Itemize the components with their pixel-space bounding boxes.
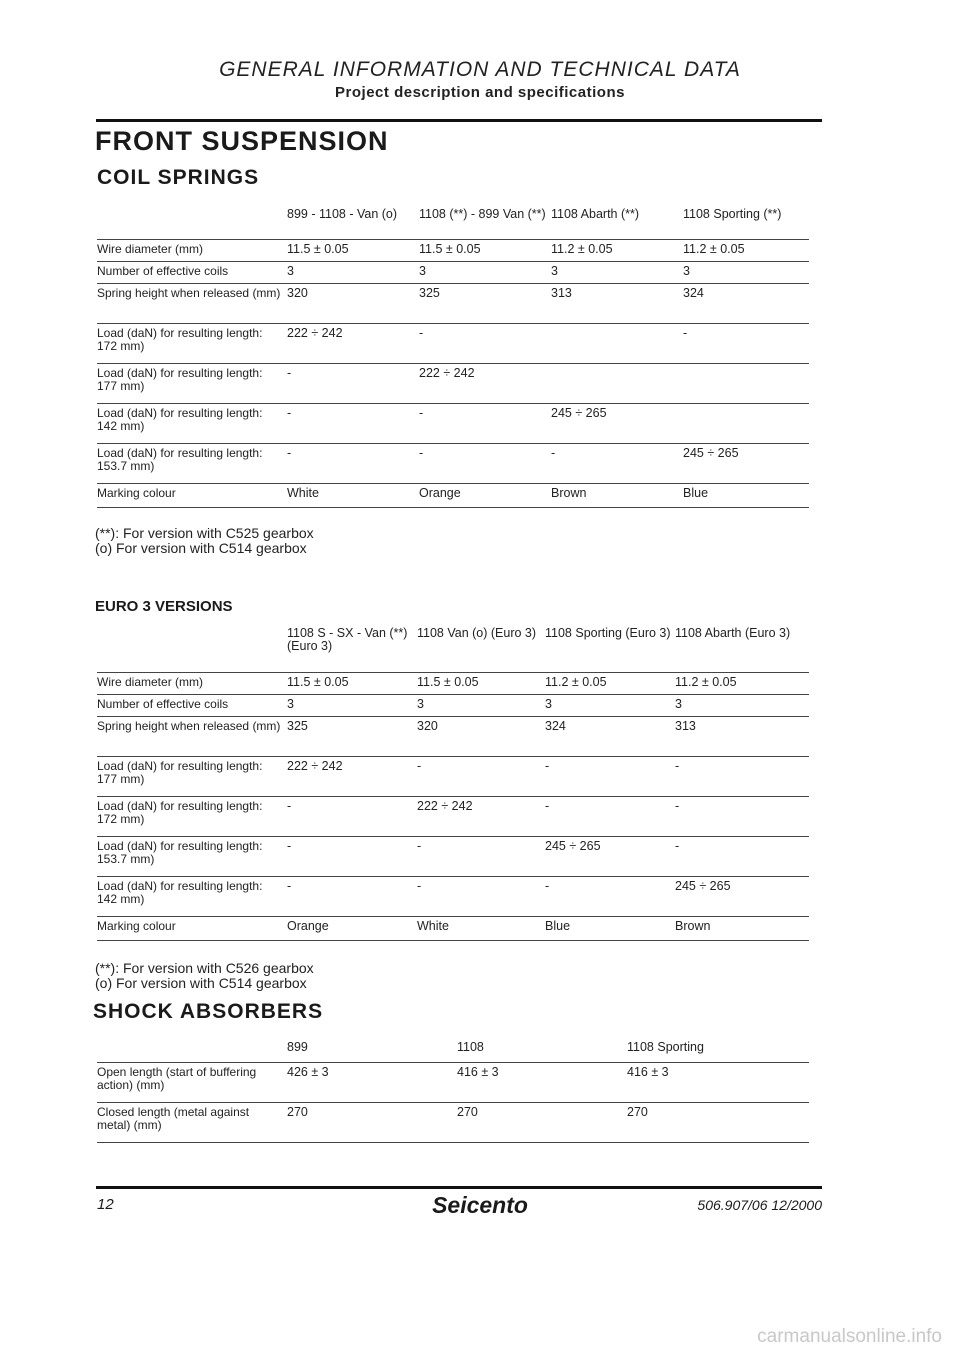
cell: 270 bbox=[457, 1102, 627, 1142]
cell: 222 ÷ 242 bbox=[419, 363, 551, 403]
table-row bbox=[97, 876, 809, 916]
cell bbox=[683, 363, 809, 403]
cell: - bbox=[417, 836, 545, 876]
row-label: Wire diameter (mm) bbox=[97, 239, 287, 261]
cell: 11.5 ± 0.05 bbox=[287, 239, 419, 261]
cell: - bbox=[551, 443, 683, 483]
column-header: 1108 Sporting bbox=[627, 1040, 704, 1054]
cell: - bbox=[545, 796, 675, 836]
cell: - bbox=[419, 323, 551, 363]
row-label: Load (daN) for resulting length: 153.7 mm) bbox=[97, 443, 287, 483]
column-header: 1108 Abarth (Euro 3) bbox=[675, 626, 791, 640]
table-row bbox=[97, 672, 809, 694]
cell: - bbox=[287, 403, 419, 443]
row-label: Load (daN) for resulting length: 142 mm) bbox=[97, 876, 287, 916]
table-row bbox=[97, 716, 809, 756]
cell: 325 bbox=[287, 716, 417, 756]
cell: 270 bbox=[287, 1102, 457, 1142]
footnote: (o) For version with C514 gearbox bbox=[95, 975, 307, 991]
row-label: Load (daN) for resulting length: 172 mm) bbox=[97, 796, 287, 836]
cell: 11.5 ± 0.05 bbox=[287, 672, 417, 694]
document-reference: 506.907/06 12/2000 bbox=[697, 1197, 822, 1213]
cell: Brown bbox=[675, 916, 809, 940]
cell: 11.5 ± 0.05 bbox=[417, 672, 545, 694]
table-row bbox=[97, 443, 809, 483]
row-label: Number of effective coils bbox=[97, 261, 287, 283]
table-row bbox=[97, 836, 809, 876]
row-label: Closed length (metal against metal) (mm) bbox=[97, 1102, 287, 1142]
cell: - bbox=[287, 876, 417, 916]
page-number: 12 bbox=[97, 1196, 114, 1213]
cell: 313 bbox=[551, 283, 683, 323]
cell: 3 bbox=[417, 694, 545, 716]
cell: White bbox=[287, 483, 419, 507]
row-label: Number of effective coils bbox=[97, 694, 287, 716]
table-header-row bbox=[97, 624, 809, 672]
table-row bbox=[97, 363, 809, 403]
table-row bbox=[97, 283, 809, 323]
cell: 245 ÷ 265 bbox=[545, 836, 675, 876]
cell: - bbox=[417, 756, 545, 796]
cell: 222 ÷ 242 bbox=[287, 756, 417, 796]
row-label: Load (daN) for resulting length: 172 mm) bbox=[97, 323, 287, 363]
footnote: (**): For version with C525 gearbox bbox=[95, 525, 314, 541]
cell: 245 ÷ 265 bbox=[551, 403, 683, 443]
cell: 11.2 ± 0.05 bbox=[545, 672, 675, 694]
header-rule bbox=[96, 119, 822, 122]
cell: 416 ± 3 bbox=[627, 1062, 809, 1102]
cell: 270 bbox=[627, 1102, 809, 1142]
cell: 324 bbox=[683, 283, 809, 323]
cell: 426 ± 3 bbox=[287, 1062, 457, 1102]
cell: 313 bbox=[675, 716, 809, 756]
column-header: 1108 Abarth (**) bbox=[551, 207, 640, 221]
cell: 11.2 ± 0.05 bbox=[675, 672, 809, 694]
cell: - bbox=[545, 876, 675, 916]
table-row bbox=[97, 261, 809, 283]
footnote: (**): For version with C526 gearbox bbox=[95, 960, 314, 976]
table-row bbox=[97, 403, 809, 443]
cell: 222 ÷ 242 bbox=[287, 323, 419, 363]
cell: 3 bbox=[683, 261, 809, 283]
cell: - bbox=[683, 323, 809, 363]
row-label: Open length (start of buffering action) (mm) bbox=[97, 1062, 287, 1102]
cell: Orange bbox=[287, 916, 417, 940]
table-row bbox=[97, 796, 809, 836]
page-header-subtitle: Project description and specifications bbox=[335, 84, 625, 101]
column-header: 899 bbox=[287, 1040, 308, 1054]
cell: Orange bbox=[419, 483, 551, 507]
cell: - bbox=[287, 796, 417, 836]
cell bbox=[551, 323, 683, 363]
cell: 324 bbox=[545, 716, 675, 756]
row-label: Load (daN) for resulting length: 142 mm) bbox=[97, 403, 287, 443]
shock-absorbers-heading: SHOCK ABSORBERS bbox=[93, 1000, 324, 1023]
column-header: 1108 S - SX - Van (**) (Euro 3) bbox=[287, 626, 408, 653]
row-label: Load (daN) for resulting length: 177 mm) bbox=[97, 756, 287, 796]
row-label: Spring height when released (mm) bbox=[97, 716, 287, 756]
cell: 325 bbox=[419, 283, 551, 323]
footer-rule bbox=[96, 1186, 822, 1189]
cell: 222 ÷ 242 bbox=[417, 796, 545, 836]
cell: - bbox=[417, 876, 545, 916]
cell bbox=[683, 403, 809, 443]
cell: 3 bbox=[419, 261, 551, 283]
row-label: Marking colour bbox=[97, 916, 287, 940]
cell: 3 bbox=[545, 694, 675, 716]
euro3-heading: EURO 3 VERSIONS bbox=[95, 598, 233, 615]
coil-springs-table bbox=[97, 205, 809, 508]
row-label: Wire diameter (mm) bbox=[97, 672, 287, 694]
row-label: Load (daN) for resulting length: 153.7 mm) bbox=[97, 836, 287, 876]
table-row bbox=[97, 323, 809, 363]
cell: 3 bbox=[551, 261, 683, 283]
cell: 3 bbox=[287, 261, 419, 283]
table-row bbox=[97, 1062, 809, 1102]
row-label: Spring height when released (mm) bbox=[97, 283, 287, 323]
cell: 416 ± 3 bbox=[457, 1062, 627, 1102]
cell: - bbox=[675, 756, 809, 796]
cell: 11.2 ± 0.05 bbox=[551, 239, 683, 261]
cell: 11.5 ± 0.05 bbox=[419, 239, 551, 261]
table-row bbox=[97, 916, 809, 940]
table-row bbox=[97, 239, 809, 261]
row-label: Load (daN) for resulting length: 177 mm) bbox=[97, 363, 287, 403]
cell: 320 bbox=[287, 283, 419, 323]
cell: - bbox=[419, 403, 551, 443]
cell: White bbox=[417, 916, 545, 940]
column-header: 1108 (**) - 899 Van (**) bbox=[419, 207, 546, 221]
cell: - bbox=[675, 796, 809, 836]
column-header: 1108 Van (o) (Euro 3) bbox=[417, 626, 537, 640]
column-header: 1108 Sporting (Euro 3) bbox=[545, 626, 671, 640]
euro3-table bbox=[97, 624, 809, 941]
shock-absorbers-table bbox=[97, 1038, 809, 1143]
cell: 245 ÷ 265 bbox=[683, 443, 809, 483]
cell: Blue bbox=[545, 916, 675, 940]
cell: - bbox=[419, 443, 551, 483]
cell: 3 bbox=[675, 694, 809, 716]
table-header-row bbox=[97, 1038, 809, 1062]
cell: - bbox=[287, 836, 417, 876]
column-header: 1108 bbox=[457, 1040, 484, 1054]
cell: Blue bbox=[683, 483, 809, 507]
cell: - bbox=[675, 836, 809, 876]
table-row bbox=[97, 694, 809, 716]
column-header: 1108 Sporting (**) bbox=[683, 207, 782, 221]
table-header-row bbox=[97, 205, 809, 239]
cell: - bbox=[287, 363, 419, 403]
table-row bbox=[97, 756, 809, 796]
cell: Brown bbox=[551, 483, 683, 507]
cell: - bbox=[545, 756, 675, 796]
cell: 3 bbox=[287, 694, 417, 716]
cell: 11.2 ± 0.05 bbox=[683, 239, 809, 261]
coil-springs-heading: COIL SPRINGS bbox=[97, 166, 260, 189]
footnote: (o) For version with C514 gearbox bbox=[95, 540, 307, 556]
row-label: Marking colour bbox=[97, 483, 287, 507]
column-header: 899 - 1108 - Van (o) bbox=[287, 207, 398, 221]
cell: - bbox=[287, 443, 419, 483]
page-header-title: GENERAL INFORMATION AND TECHNICAL DATA bbox=[219, 58, 741, 81]
cell bbox=[551, 363, 683, 403]
cell: 320 bbox=[417, 716, 545, 756]
watermark: carmanualsonline.info bbox=[757, 1326, 942, 1347]
footer-brand: Seicento bbox=[432, 1192, 528, 1218]
cell: 245 ÷ 265 bbox=[675, 876, 809, 916]
section-title: FRONT SUSPENSION bbox=[95, 126, 389, 156]
table-row bbox=[97, 483, 809, 507]
table-row bbox=[97, 1102, 809, 1142]
